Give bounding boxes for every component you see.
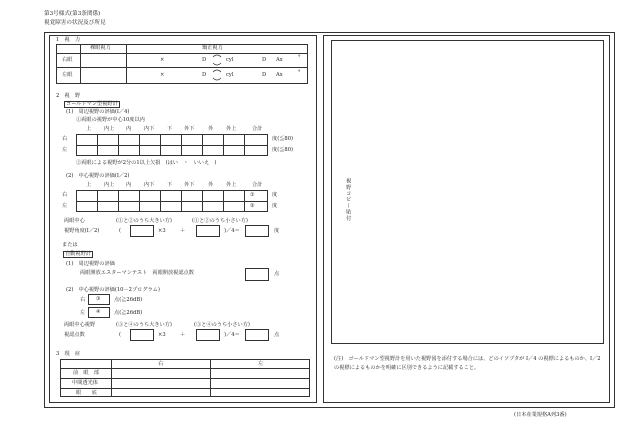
plus-sign: ＋	[180, 228, 186, 234]
formula-hint-3: (③と④のうち大きい方)	[116, 322, 172, 328]
goldmann-central-title: (2) 中心視野の評価(Ⅰ／2)	[66, 173, 130, 179]
left-label: 左	[80, 310, 86, 316]
divide-four: )／4＝	[224, 332, 240, 338]
divide-four: )／4＝	[224, 228, 240, 234]
dir-total: 合計	[252, 182, 263, 188]
diopter-label: D	[202, 72, 207, 78]
left-label: 左	[62, 147, 68, 153]
formula-hint-1: (①と②のうち大きい方)	[116, 218, 172, 224]
axis-label: Ax	[276, 57, 283, 63]
circle-three: ③	[96, 296, 101, 302]
diopter-label: D	[262, 72, 267, 78]
dir-inner-up: 内上	[104, 182, 115, 188]
dir-outer-down: 外下	[184, 182, 195, 188]
dir-down: 下	[167, 126, 173, 132]
media-label: 中間透光体	[72, 380, 98, 386]
attachment-note: (注) ゴールドマン型視野計を用いた視野図を添付する場合には、どのイソプタが Ⅰ／4 の視標によるものか、Ⅰ／2 の視標によるものかを明確に区別できるように記載すること。	[334, 356, 601, 371]
auto-value-larger[interactable]	[130, 329, 154, 341]
deg-unit: 度	[274, 228, 280, 234]
paper-size-note: (日本産業規格A列3番)	[514, 412, 567, 418]
diopter-label: D	[202, 57, 207, 63]
or-label: または	[62, 242, 78, 248]
goldmann-sub2: ②両眼による視野が2分の1以上欠損 (はい ・ いいえ )	[76, 160, 217, 166]
goldmann-title: ゴールドマン型視野計	[66, 101, 118, 107]
auto-binocular-label-2: 視認点数	[64, 332, 85, 338]
goldmann-sub1: ①両眼の視野が中心10度以内	[76, 117, 145, 123]
auto-value-result[interactable]	[245, 329, 269, 341]
anterior-segment-label: 前 眼 部	[73, 370, 99, 376]
degree-sign: °	[298, 55, 301, 61]
value-box-smaller[interactable]	[196, 225, 220, 237]
formula-hint-4: (③と④のうち小さい方)	[194, 322, 250, 328]
auto-peripheral-title: (1) 周辺視野の評価	[66, 261, 115, 267]
auto-binocular-label-1: 両眼中心視野	[64, 322, 96, 328]
paren-open: (	[119, 228, 122, 234]
left-panel	[49, 35, 317, 403]
findings-section-title: 3 現 症	[56, 351, 81, 357]
times-sign: ×	[160, 57, 165, 63]
circle-two: ②	[250, 203, 255, 209]
db-threshold: 点(≧26dB)	[114, 310, 143, 316]
vision-section-title: 1 視 力	[56, 37, 81, 43]
dir-inner-down: 内下	[144, 126, 155, 132]
paren-open: (	[119, 332, 122, 338]
dir-outer-up: 外上	[226, 182, 237, 188]
axis-label: Ax	[276, 72, 283, 78]
deg-limit-right: 度(≦80)	[272, 136, 294, 142]
right-label: 右	[80, 297, 86, 303]
dir-total: 合計	[252, 126, 263, 132]
right-label: 右	[62, 192, 68, 198]
auto-central-title: (2) 中心視野の評価(10－2プログラム)	[66, 287, 160, 293]
db-threshold: 点(≧26dB)	[114, 297, 143, 303]
binocular-label-2: 視野角度(Ⅰ／2)	[64, 228, 100, 234]
deg-unit: 度	[272, 203, 278, 209]
field-copy-area[interactable]	[331, 40, 604, 344]
dir-inner-up: 内上	[104, 126, 115, 132]
times-sign: ×	[160, 72, 165, 78]
circle-one: ①	[250, 192, 255, 198]
auto-perimeter-title: 自動視野計	[65, 251, 91, 257]
times-three: ×3	[158, 228, 166, 234]
dir-inner-down: 内下	[144, 182, 155, 188]
fundus-label: 眼 底	[76, 390, 97, 396]
dir-up: 上	[86, 182, 92, 188]
degree-sign: °	[298, 70, 301, 76]
cyl-label: cyl	[226, 57, 234, 63]
form-number: 第3号様式(第3条関係)	[44, 11, 101, 17]
vision-left-eye-label: 左眼	[62, 72, 73, 78]
value-box-result[interactable]	[245, 225, 269, 237]
dir-outer: 外	[208, 126, 214, 132]
dir-inner: 内	[126, 182, 132, 188]
auto-value-smaller[interactable]	[196, 329, 220, 341]
findings-left-header: 左	[258, 361, 264, 367]
findings-right-header: 右	[158, 361, 164, 367]
times-three: ×3	[158, 332, 166, 338]
points-unit: 点	[274, 332, 280, 338]
dir-outer-down: 外下	[184, 126, 195, 132]
dir-up: 上	[86, 126, 92, 132]
dir-outer-up: 外上	[226, 126, 237, 132]
bracket-mark	[212, 54, 222, 66]
esterman-score-box[interactable]	[245, 268, 269, 281]
dir-outer: 外	[208, 182, 214, 188]
field-section-title: 2 視 野	[56, 93, 81, 99]
left-label: 左	[62, 203, 68, 209]
bracket-mark	[212, 69, 222, 81]
dir-down: 下	[167, 182, 173, 188]
dir-inner: 内	[126, 126, 132, 132]
right-label: 右	[62, 136, 68, 142]
page-title: 視覚障害の状況及び所見	[44, 20, 106, 26]
circle-four: ④	[96, 309, 101, 315]
points-unit: 点	[274, 271, 280, 277]
goldmann-peripheral-title: (1) 周辺視野の評価(Ⅰ／4)	[66, 109, 130, 115]
deg-unit: 度	[272, 192, 278, 198]
formula-hint-2: (①と②のうち小さい方)	[192, 218, 248, 224]
esterman-text: 両眼開放エスターマンテスト 両眼開放視認点数	[80, 270, 194, 276]
value-box-larger[interactable]	[130, 225, 154, 237]
vision-right-eye-label: 右眼	[62, 57, 73, 63]
binocular-label-1: 両眼中心	[64, 218, 85, 224]
diopter-label: D	[262, 57, 267, 63]
naked-vision-header: 裸眼視力	[90, 45, 111, 51]
cyl-label: cyl	[226, 72, 234, 78]
corrected-vision-header: 矯正視力	[202, 45, 223, 51]
field-copy-label: 視野コピー貼付	[345, 178, 352, 222]
plus-sign: ＋	[180, 332, 186, 338]
deg-limit-left: 度(≦80)	[272, 147, 294, 153]
